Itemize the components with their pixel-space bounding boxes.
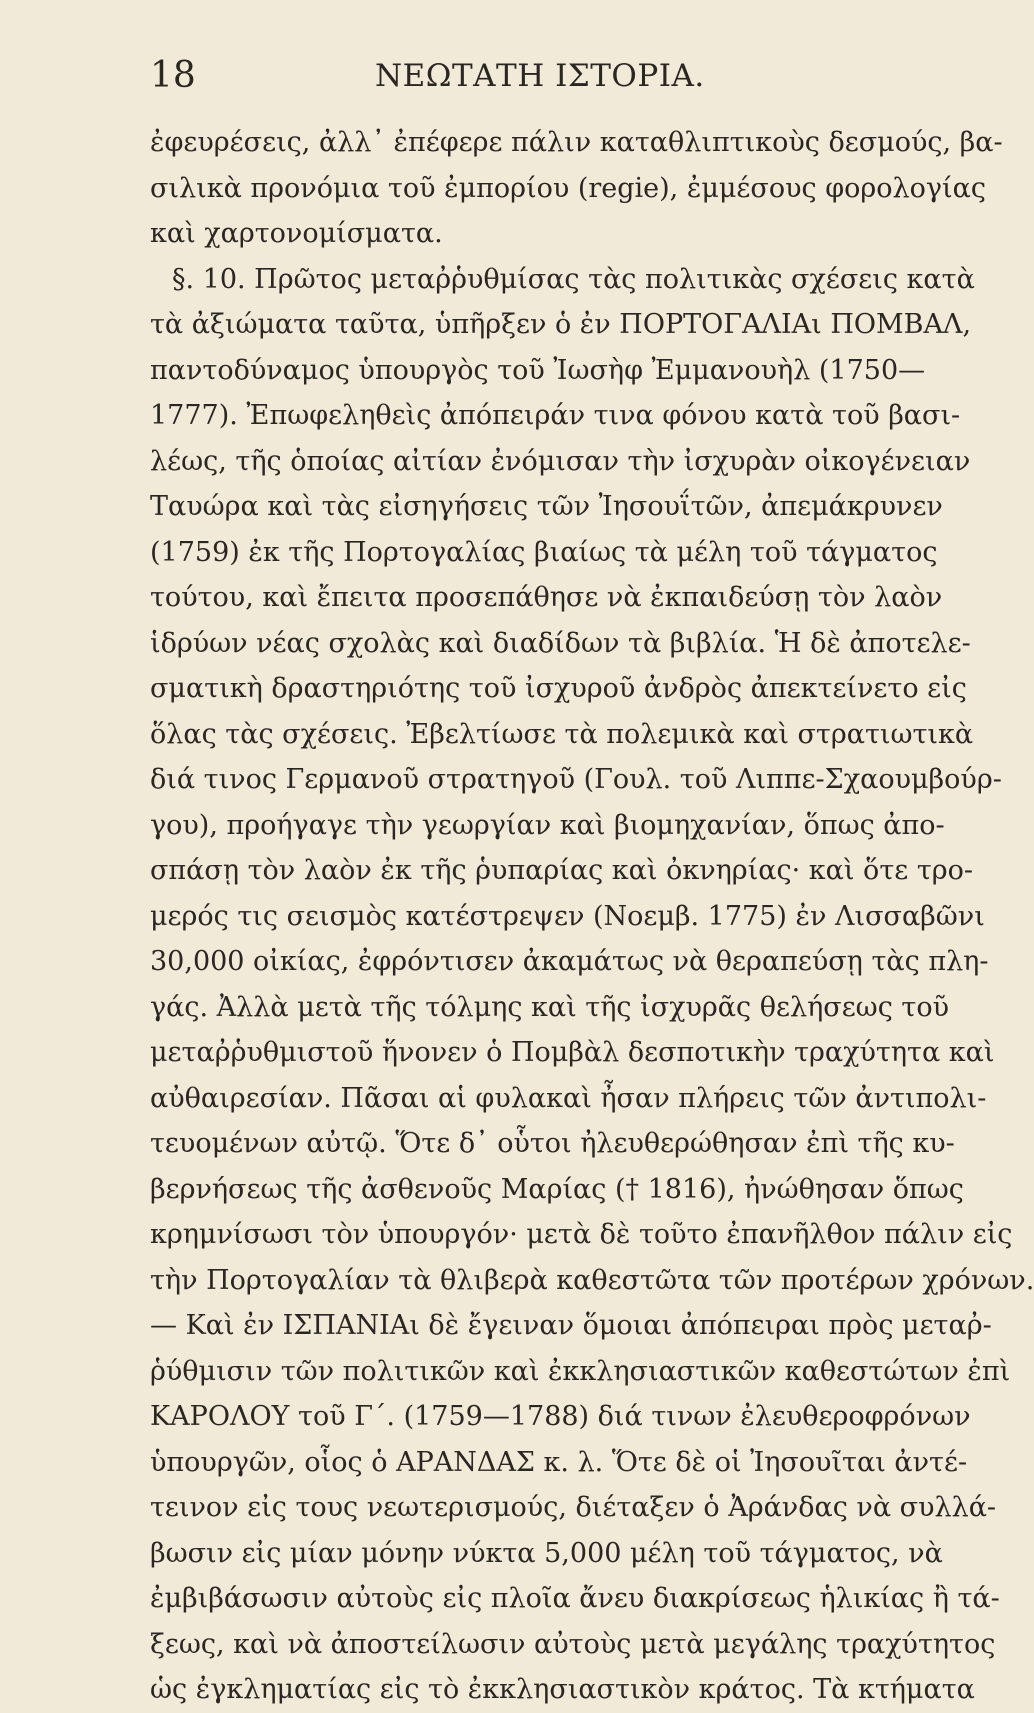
text-line: τὰ ἀξιώματα ταῦτα, ὑπῆρξεν ὁ ἐν ΠΟΡΤΟΓΑΛΙΑι ΠΟΜΒΑΛ, [150, 309, 972, 340]
text-line: σιλικὰ προνόμια τοῦ ἐμπορίου (regie), ἐμμέσους φορολογίας [150, 172, 986, 204]
text-line: ἐφευρέσεις, ἀλλ᾽ ἐπέφερε πάλιν καταθλιπτικοὺς δεσμούς, βα- [150, 127, 1003, 158]
text-line: σματικὴ δραστηριότης τοῦ ἰσχυροῦ ἀνδρὸς ἀπεκτείνετο εἰς [150, 673, 967, 704]
section-start-line: §. 10. Πρῶτος μεταῤῥυθμίσας τὰς πολιτικὰς σχέσεις κατὰ [172, 263, 975, 295]
text-line: παντοδύναμος ὑπουργὸς τοῦ Ἰωσὴφ Ἐμμανουὴλ (1750— [150, 354, 926, 386]
running-title: ΝΕΩΤΑΤΗ ΙΣΤΟΡΙΑ. [375, 58, 705, 94]
text-line: τεινον εἰς τους νεωτερισμούς, διέταξεν ὁ Ἀράνδας νὰ συλλά- [150, 1492, 997, 1523]
text-line: (1759) ἐκ τῆς Πορτογαλίας βιαίως τὰ μέλη τοῦ τάγματος [150, 536, 938, 568]
text-line: τὴν Πορτογαλίαν τὰ θλιβερὰ καθεστῶτα τῶν προτέρων χρόνων. [150, 1264, 1034, 1296]
text-line: τευομένων αὐτῷ. Ὅτε δ᾽ οὗτοι ἠλευθερώθησαν ἐπὶ τῆς κυ- [150, 1128, 955, 1159]
text-line: ἐμβιβάσωσιν αὐτοὺς εἰς πλοῖα ἄνευ διακρίσεως ἡλικίας ἢ τά- [150, 1583, 1000, 1614]
text-line: ἱδρύων νέας σχολὰς καὶ διαδίδων τὰ βιβλία. Ἡ δὲ ἀποτελε- [150, 627, 971, 659]
text-line: 30,000 οἰκίας, ἐφρόντισεν ἀκαμάτως νὰ θεραπεύσῃ τὰς πλη- [150, 946, 989, 977]
text-line: σπάσῃ τὸν λαὸν ἐκ τῆς ῥυπαρίας καὶ ὀκνηρίας· καὶ ὅτε τρο- [150, 855, 974, 886]
text-line: ΚΑΡΟΛΟΥ τοῦ Γ΄. (1759—1788) διά τινων ἐλευθεροφρόνων [150, 1401, 971, 1432]
text-line: Ταυώρα καὶ τὰς εἰσηγήσεις τῶν Ἰησουΐτῶν, ἀπεμάκρυνεν [150, 491, 943, 522]
text-body [150, 120, 1034, 1713]
text-line: βωσιν εἰς μίαν μόνην νύκτα 5,000 μέλη τοῦ τάγματος, νὰ [150, 1537, 943, 1569]
text-line: βερνήσεως τῆς ἀσθενοῦς Μαρίας († 1816), ἠνώθησαν ὅπως [150, 1173, 964, 1205]
text-line: λέως, τῆς ὁποίας αἰτίαν ἐνόμισαν τὴν ἰσχυρὰν οἰκογένειαν [150, 445, 971, 477]
text-line: — Καὶ ἐν ΙΣΠΑΝΙΑι δὲ ἔγειναν ὅμοιαι ἀπόπειραι πρὸς μεταῤ- [150, 1310, 992, 1341]
text-line: 1777). Ἐπωφεληθεὶς ἀπόπειράν τινα φόνου κατὰ τοῦ βασι- [150, 400, 961, 431]
text-line: καὶ χαρτονομίσματα. [150, 218, 443, 249]
text-line: μεταῤῥυθμιστοῦ ἥνονεν ὁ Πομβὰλ δεσποτικὴν τραχύτητα καὶ [150, 1037, 995, 1068]
text-line: ὅλας τὰς σχέσεις. Ἐβελτίωσε τὰ πολεμικὰ καὶ στρατιωτικὰ [150, 718, 974, 750]
text-line: τούτου, καὶ ἔπειτα προσεπάθησε νὰ ἐκπαιδεύσῃ τὸν λαὸν [150, 582, 943, 613]
text-line: γου), προήγαγε τὴν γεωργίαν καὶ βιομηχανίαν, ὅπως ἀπο- [150, 809, 945, 841]
text-line: ξεως, καὶ νὰ ἀποστείλωσιν αὐτοὺς μετὰ μεγάλης τραχύτητος [150, 1628, 996, 1660]
text-line: αὐθαιρεσίαν. Πᾶσαι αἱ φυλακαὶ ἦσαν πλήρεις τῶν ἀντιπολι- [150, 1082, 987, 1114]
text-line: γάς. Ἀλλὰ μετὰ τῆς τόλμης καὶ τῆς ἰσχυρᾶς θελήσεως τοῦ [150, 991, 950, 1023]
text-line: ὑπουργῶν, οἷος ὁ ΑΡΑΝΔΑΣ κ. λ. Ὅτε δὲ οἱ Ἰησουῖται ἀντέ- [150, 1446, 968, 1478]
page-number: 18 [150, 55, 196, 96]
text-line: κρημνίσωσι τὸν ὑπουργόν· μετὰ δὲ τοῦτο ἐπανῆλθον πάλιν εἰς [150, 1219, 1013, 1250]
text-line: διά τινος Γερμανοῦ στρατηγοῦ (Γουλ. τοῦ Λιππε-Σχαουμβούρ- [150, 764, 1002, 795]
text-line: μερός τις σεισμὸς κατέστρεψεν (Νοεμβ. 1775) ἐν Λισσαβῶνι [150, 900, 985, 932]
page-header [150, 52, 875, 100]
text-line: ὡς ἐγκληματίας εἰς τὸ ἐκκλησιαστικὸν κράτος. Τὰ κτήματα [150, 1674, 975, 1705]
text-line: ῥύθμισιν τῶν πολιτικῶν καὶ ἐκκλησιαστικῶν καθεστώτων ἐπὶ [150, 1355, 1011, 1387]
